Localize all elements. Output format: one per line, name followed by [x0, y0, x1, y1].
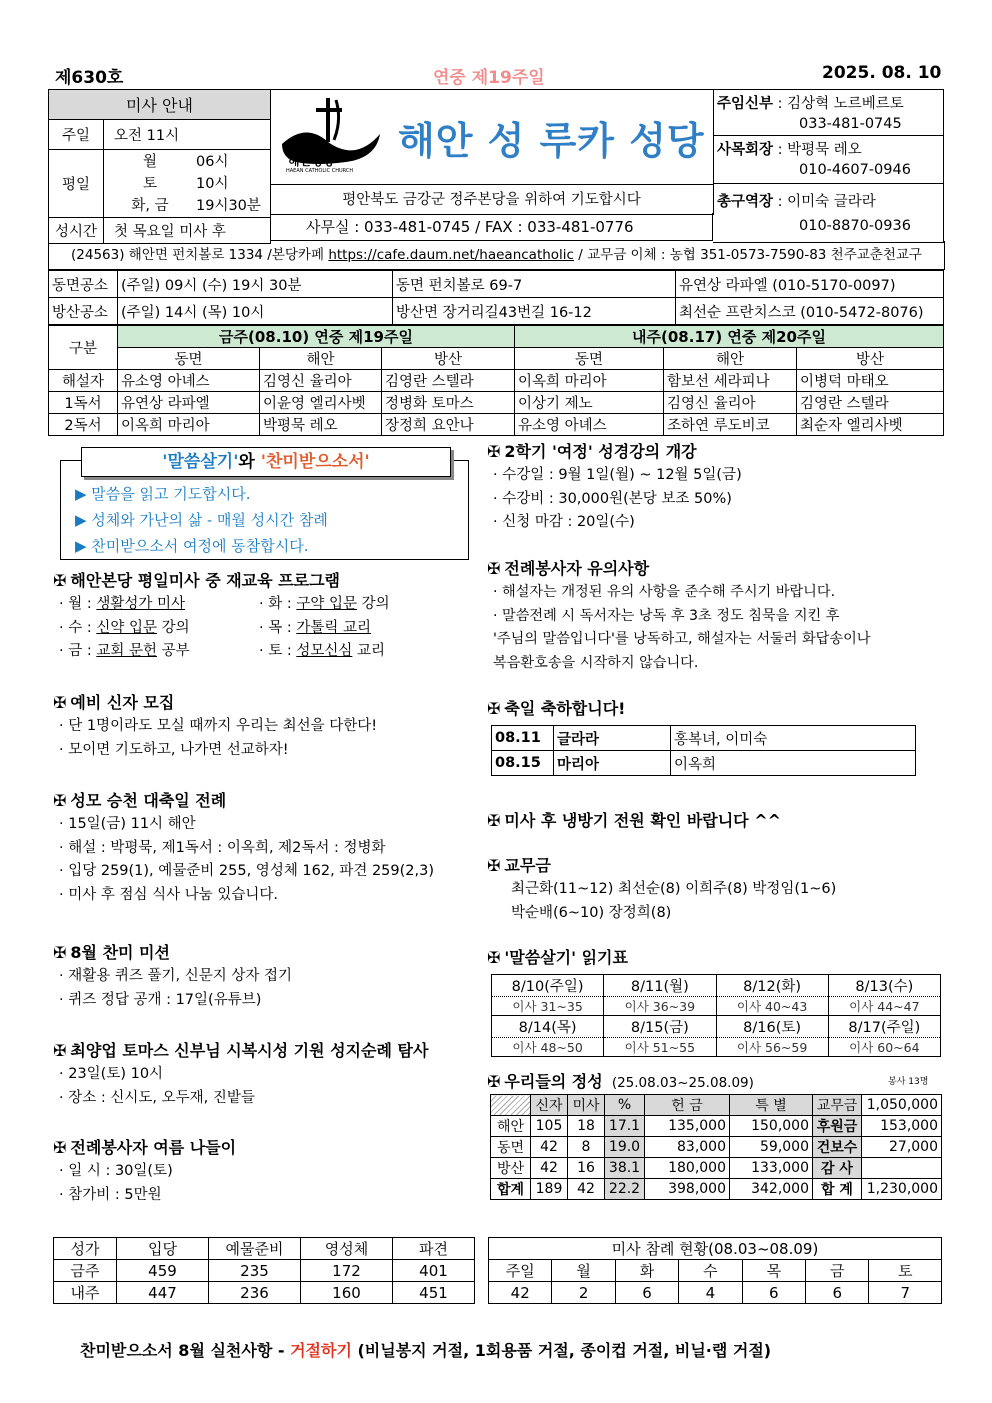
offering-value: 1,230,000	[862, 1179, 942, 1200]
logo-subtext: HAEAN CATHOLIC CHURCH	[286, 168, 354, 174]
reading-day: 8/11(월)	[604, 975, 716, 997]
footer-highlight: 거절하기	[290, 1341, 352, 1360]
section-title: 교무금	[504, 856, 551, 875]
chapel-contact: 최선순 프란치스코 (010-5472-8076)	[676, 298, 944, 325]
offering-header: 헌 금	[645, 1095, 730, 1116]
roster-cell: 함보선 세라피나	[664, 370, 797, 392]
item-topic: 구약 입문	[296, 596, 357, 612]
offering-key: 교무금	[813, 1095, 862, 1116]
staff-phone: 010-8870-0936	[799, 218, 911, 234]
roster-cell: 정병화 토마스	[382, 392, 515, 414]
feast-names: 홍복녀, 이미숙	[671, 726, 916, 751]
cross-icon: ✠	[487, 811, 501, 830]
reading-text: 이사 51~55	[604, 1038, 716, 1057]
attendance-day: 토	[869, 1260, 942, 1282]
chapel-name: 방산공소	[49, 298, 118, 325]
section-line: · 모이면 기도하고, 나가면 선교하자!	[59, 741, 289, 758]
volunteer-note: 봉사 13명	[888, 1077, 929, 1087]
offering-section	[487, 1069, 937, 1092]
attendance-count: 4	[679, 1282, 742, 1304]
reading-day: 8/12(화)	[716, 975, 828, 997]
roster-role: 1독서	[49, 392, 118, 414]
item-topic: 신약 입문	[96, 619, 157, 636]
chapel-contact: 유연상 라파엘 (010-5170-0097)	[676, 271, 944, 298]
hymn-number: 451	[393, 1282, 475, 1304]
chapel-address: 동면 펀치볼로 69-7	[393, 271, 676, 298]
section-line: · 신청 마감 : 20일(수)	[493, 514, 635, 530]
hymn-week: 내주	[54, 1282, 117, 1304]
offering-key: 건보수	[813, 1137, 862, 1158]
motto-line: ▶ 찬미받으소서 여정에 동참합시다.	[75, 537, 309, 555]
mission-section	[53, 940, 473, 1012]
offering-cell: 189	[531, 1179, 568, 1200]
cross-icon: ✠	[487, 1072, 501, 1091]
section-title: 미사 후 냉방기 전원 확인 바랍니다 ^^	[504, 811, 782, 830]
section-line: · 퀴즈 정답 공개 : 17일(유튜브)	[59, 991, 262, 1008]
roster-cell: 이병덕 마태오	[797, 370, 944, 392]
attendance-day: 수	[679, 1260, 742, 1282]
cross-icon: ✠	[487, 856, 501, 875]
footer-dash: -	[272, 1341, 291, 1360]
bulletin-date: 2025. 08. 10	[822, 63, 942, 83]
roster-cell: 김영신 율리아	[260, 370, 382, 392]
offering-cell: 180,000	[645, 1158, 730, 1179]
hymn-header: 입당	[117, 1238, 209, 1260]
mass-guide-title: 미사 안내	[49, 90, 271, 120]
section-line: · 장소 : 신시도, 오두재, 진밭들	[59, 1089, 255, 1106]
roster-role: 해설자	[49, 370, 118, 392]
office-contact: 사무실 : 033-481-0745 / FAX : 033-481-0776	[270, 213, 713, 241]
feast-names: 이옥희	[671, 751, 916, 776]
footer-title: 찬미받으소서 8월 실천사항	[80, 1341, 273, 1360]
section-line: · 참가비 : 5만원	[59, 1186, 162, 1203]
education-section	[53, 568, 473, 664]
section-line: · 단 1명이라도 모실 때까지 우리는 최선을 다한다!	[59, 718, 378, 734]
aircon-notice	[487, 808, 937, 831]
cross-icon: ✠	[487, 559, 501, 578]
church-name: 해안 성 루카 성당	[398, 119, 705, 163]
section-line: · 해설자는 개정된 유의 사항을 준수해 주시기 바랍니다.	[493, 584, 836, 600]
reading-text: 이사 36~39	[604, 997, 716, 1016]
item-prefix: · 목 :	[259, 619, 297, 636]
section-title: 최양업 토마스 신부님 시복시성 기원 성지순례 탐사	[70, 1041, 429, 1060]
hymn-header: 성가	[54, 1238, 117, 1260]
hymn-number: 447	[117, 1282, 209, 1304]
offering-cell: 8	[568, 1137, 605, 1158]
service-roster-table	[48, 325, 944, 436]
offering-row-name: 해안	[491, 1116, 531, 1137]
attendance-count: 7	[869, 1282, 942, 1304]
offering-value: 153,000	[862, 1116, 942, 1137]
roster-role: 2독서	[49, 414, 118, 436]
roster-cell: 최순자 엘리사벳	[797, 414, 944, 436]
logo-text: 해안성당	[288, 154, 335, 168]
reading-day: 8/10(주일)	[492, 975, 604, 997]
offering-cell: 150,000	[730, 1116, 813, 1137]
offering-cell: 18	[568, 1116, 605, 1137]
hymn-header: 파견	[393, 1238, 475, 1260]
section-line: · 재활용 퀴즈 풀기, 신문지 상자 접기	[59, 968, 292, 984]
offering-row-name: 동면	[491, 1137, 531, 1158]
offering-cell: 398,000	[645, 1179, 730, 1200]
reading-text: 이사 40~43	[716, 997, 828, 1016]
hymn-header: 예물준비	[209, 1238, 301, 1260]
hymn-number: 235	[209, 1260, 301, 1282]
hymn-number: 459	[117, 1260, 209, 1282]
attendance-count: 42	[489, 1282, 552, 1304]
section-title: 우리들의 정성	[504, 1072, 603, 1091]
staff-role: 사목회장	[717, 142, 774, 158]
offering-cell: 42	[531, 1137, 568, 1158]
catechumen-section	[53, 690, 473, 762]
roster-cell: 유소영 아녜스	[515, 414, 664, 436]
reading-plan-table	[491, 974, 941, 1057]
weekday-time: 19시30분	[196, 197, 261, 214]
roster-cell: 장정희 요안나	[382, 414, 515, 436]
section-title: 2학기 '여정' 성경강의 개강	[504, 442, 697, 461]
roster-next-week: 내주(08.17) 연중 제20주일	[515, 326, 944, 348]
hymn-number: 160	[301, 1282, 393, 1304]
offering-percent: 19.0	[605, 1137, 645, 1158]
liturgy-notes-section	[487, 556, 939, 675]
attendance-day: 주일	[489, 1260, 552, 1282]
attendance-day: 화	[615, 1260, 678, 1282]
weekday-day: 화, 금	[131, 197, 169, 214]
offering-key: 합 계	[813, 1179, 862, 1200]
offering-cell: 42	[531, 1158, 568, 1179]
roster-place: 방산	[797, 348, 944, 370]
section-title: 해안본당 평일미사 중 재교육 프로그램	[70, 571, 340, 590]
offering-cell: 135,000	[645, 1116, 730, 1137]
section-line: 최근화(11~12) 최선순(8) 이희주(8) 박정임(1~6)	[511, 881, 837, 897]
section-line: 박순배(6~10) 장정희(8)	[511, 904, 672, 921]
offering-cell: 342,000	[730, 1179, 813, 1200]
offering-row-name: 방산	[491, 1158, 531, 1179]
prayer-intention: 평안북도 금강군 정주본당을 위하여 기도합시다	[270, 184, 713, 215]
address-prefix: (24563) 해안면 펀치볼로 1334 /본당카페	[71, 247, 325, 263]
holy-hour-label: 성시간	[49, 218, 104, 244]
item-prefix: · 화 :	[259, 596, 297, 612]
roster-cell: 박평묵 레오	[260, 414, 382, 436]
offering-header: %	[605, 1095, 645, 1116]
roster-cell: 김영신 율리아	[664, 392, 797, 414]
feast-saint: 글라라	[554, 726, 671, 751]
offering-header: 미사	[568, 1095, 605, 1116]
reading-day: 8/14(목)	[492, 1016, 604, 1038]
item-topic: 교회 문헌	[96, 643, 157, 659]
item-prefix: · 토 :	[259, 643, 297, 659]
feast-table	[491, 725, 916, 776]
church-title-box	[270, 89, 714, 215]
attendance-day: 월	[552, 1260, 615, 1282]
sunday-time: 오전 11시	[104, 120, 271, 150]
liturgical-week: 연중 제19주일	[433, 68, 545, 88]
cross-icon: ✠	[53, 791, 67, 810]
cross-icon: ✠	[53, 693, 67, 712]
roster-cell: 이옥희 마리아	[515, 370, 664, 392]
offering-row-name: 합계	[491, 1179, 531, 1200]
section-line: · 미사 후 점심 식사 나눔 있습니다.	[59, 886, 278, 903]
hymns-table	[53, 1237, 475, 1304]
section-title: '말씀살기' 읽기표	[504, 948, 628, 967]
sunday-label: 주일	[49, 120, 104, 150]
offering-table	[490, 1094, 942, 1200]
roster-cell: 이윤영 엘리사벳	[260, 392, 382, 414]
staff-phone: 010-4607-0946	[799, 162, 911, 178]
roster-cell: 김영란 스텔라	[797, 392, 944, 414]
weekday-time: 10시	[196, 175, 229, 192]
reading-plan-section	[487, 945, 937, 968]
section-title: 축일 축하합니다!	[504, 699, 626, 718]
hymn-header: 영성체	[301, 1238, 393, 1260]
section-title: 전례봉사자 여름 나들이	[70, 1138, 237, 1157]
offering-value: 1,050,000	[862, 1095, 942, 1116]
attendance-count: 6	[615, 1282, 678, 1304]
offering-percent: 22.2	[605, 1179, 645, 1200]
staff-phone: 033-481-0745	[799, 116, 902, 132]
attendance-day: 목	[742, 1260, 805, 1282]
attendance-day: 금	[806, 1260, 869, 1282]
offering-cell: 105	[531, 1116, 568, 1137]
offering-cell: 83,000	[645, 1137, 730, 1158]
section-line: · 15일(금) 11시 해안	[59, 816, 196, 832]
roster-cell: 유소영 아녜스	[118, 370, 260, 392]
motto-line: ▶ 말씀을 읽고 기도합시다.	[75, 485, 251, 503]
feast-section	[487, 696, 937, 719]
assumption-section	[53, 788, 478, 907]
section-line: · 입당 259(1), 예물준비 255, 영성체 162, 파견 259(2,3)	[59, 863, 435, 879]
item-suffix: 강의	[156, 619, 190, 636]
section-line: · 일 시 : 30일(토)	[59, 1163, 173, 1179]
footer-practice	[80, 1338, 940, 1361]
roster-this-week: 금주(08.10) 연중 제19주일	[118, 326, 515, 348]
section-title: 성모 승천 대축일 전례	[70, 791, 227, 810]
mass-guide-table	[48, 89, 271, 244]
cross-icon: ✠	[487, 442, 501, 461]
offering-percent: 17.1	[605, 1116, 645, 1137]
bible-course-section	[487, 439, 937, 535]
hymn-number: 401	[393, 1260, 475, 1282]
reading-day: 8/15(금)	[604, 1016, 716, 1038]
item-suffix: 강의	[356, 596, 390, 612]
motto-joiner: 와	[238, 452, 261, 472]
section-line: '주님의 말씀입니다'를 낭독하고, 해설자는 서둘러 화답송이나	[493, 631, 871, 647]
offering-key: 후원금	[813, 1116, 862, 1137]
staff-name: 박평묵 레오	[787, 142, 862, 158]
roster-place: 방산	[382, 348, 515, 370]
chapel-address: 방산면 장거리길43번길 16-12	[393, 298, 676, 325]
section-line: · 수강비 : 30,000원(본당 보조 50%)	[493, 490, 732, 507]
feast-date: 08.11	[492, 726, 554, 751]
motto-word-1: '말씀살기'	[162, 452, 239, 472]
roster-place: 해안	[260, 348, 382, 370]
roster-cell: 김영란 스텔라	[382, 370, 515, 392]
holy-hour-time: 첫 목요일 미사 후	[104, 218, 271, 244]
item-suffix: 교리	[352, 643, 385, 659]
staff-name: 김상혁 노르베르토	[787, 96, 904, 112]
reading-text: 이사 31~35	[492, 997, 604, 1016]
cross-icon: ✠	[487, 699, 501, 718]
reading-text: 이사 48~50	[492, 1038, 604, 1057]
motto-title	[81, 447, 451, 477]
item-prefix: · 수 :	[59, 619, 97, 636]
staff-name: 이미숙 글라라	[787, 194, 876, 210]
motto-line: ▶ 성체와 가난의 삶 - 매월 성시간 참례	[75, 511, 328, 529]
offering-value: 27,000	[862, 1137, 942, 1158]
reading-text: 이사 56~59	[716, 1038, 828, 1057]
chapel-name: 동면공소	[49, 271, 118, 298]
cafe-link[interactable]: https://cafe.daum.net/haeancatholic	[328, 247, 574, 263]
roster-place: 동면	[118, 348, 260, 370]
outing-section	[53, 1135, 473, 1207]
chapel-mass: (주일) 09시 (수) 19시 30분	[118, 271, 393, 298]
reading-day: 8/13(수)	[828, 975, 940, 997]
roster-place: 해안	[664, 348, 797, 370]
reading-day: 8/17(주일)	[828, 1016, 940, 1038]
section-line: · 해설 : 박평묵, 제1독서 : 이옥희, 제2독서 : 정병화	[59, 839, 386, 856]
motto-word-2: '찬미받으소서'	[260, 452, 370, 472]
feast-saint: 마리아	[554, 751, 671, 776]
offering-key: 감 사	[813, 1158, 862, 1179]
section-title: 예비 신자 모집	[70, 693, 175, 712]
roster-cell: 조하연 루도비코	[664, 414, 797, 436]
section-title: 전례봉사자 유의사항	[504, 559, 650, 578]
item-topic: 생활성가 미사	[96, 596, 185, 612]
item-topic: 가톨릭 교리	[296, 619, 371, 636]
chapels-table	[48, 270, 944, 325]
weekday-time: 06시	[196, 153, 229, 170]
offering-cell: 59,000	[730, 1137, 813, 1158]
footer-detail: (비닐봉지 거절, 1회용품 거절, 종이컵 거절, 비닐·랩 거절)	[351, 1341, 772, 1360]
cross-icon: ✠	[53, 571, 67, 590]
offering-cell: 42	[568, 1179, 605, 1200]
offering-header: 특 별	[730, 1095, 813, 1116]
weekday-label: 평일	[49, 150, 104, 218]
weekday-day: 토	[142, 175, 157, 192]
staff-box: 주임신부 : 김상혁 노르베르토 033-481-0745 사목회장 : 박평묵 레오 010-4607-0946 총구역장 : 이미숙 글라라 010-8870-0936	[713, 89, 944, 243]
hymn-week: 금주	[54, 1260, 117, 1282]
cross-icon: ✠	[53, 1138, 67, 1157]
roster-cell: 이옥희 마리아	[118, 414, 260, 436]
cross-icon: ✠	[53, 1041, 67, 1060]
attendance-count: 6	[742, 1282, 805, 1304]
roster-place: 동면	[515, 348, 664, 370]
offering-percent: 38.1	[605, 1158, 645, 1179]
section-title: 8월 찬미 미션	[70, 943, 170, 962]
hymn-number: 236	[209, 1282, 301, 1304]
attendance-table	[488, 1237, 942, 1304]
attendance-count: 6	[806, 1282, 869, 1304]
roster-cell: 이상기 제노	[515, 392, 664, 414]
offering-value	[862, 1158, 942, 1179]
reading-text: 이사 60~64	[828, 1038, 940, 1057]
cross-icon: ✠	[53, 943, 67, 962]
section-line: · 23일(토) 10시	[59, 1066, 164, 1082]
section-line: 복음환호송을 시작하지 않습니다.	[493, 654, 699, 671]
motto-box	[60, 452, 469, 560]
pilgrimage-section	[53, 1038, 478, 1110]
offering-header: 신자	[531, 1095, 568, 1116]
address-suffix: / 교무금 이체 : 농협 351-0573-7590-83 천주교춘천교구	[578, 247, 922, 263]
attendance-count: 2	[552, 1282, 615, 1304]
offering-period: (25.08.03~25.08.09)	[611, 1075, 754, 1091]
item-topic: 성모신심	[296, 643, 353, 659]
roster-cell: 유연상 라파엘	[118, 392, 260, 414]
issue-number: 제630호	[55, 68, 124, 88]
reading-day: 8/16(토)	[716, 1016, 828, 1038]
address-line	[48, 241, 945, 270]
hymn-number: 172	[301, 1260, 393, 1282]
feast-date: 08.15	[492, 751, 554, 776]
section-line: · 말씀전례 시 독서자는 낭독 후 3초 정도 침묵을 지킨 후	[493, 607, 840, 624]
attendance-title: 미사 참례 현황(08.03~08.09)	[489, 1238, 942, 1260]
item-prefix: · 금 :	[59, 643, 97, 659]
staff-role: 총구역장	[717, 194, 774, 210]
reading-text: 이사 44~47	[828, 997, 940, 1016]
roster-label: 구분	[49, 326, 118, 370]
weekday-day: 월	[142, 153, 157, 170]
staff-role: 주임신부	[717, 96, 774, 112]
section-line: · 수강일 : 9월 1일(월) ~ 12월 5일(금)	[493, 467, 742, 483]
item-suffix: 공부	[156, 643, 190, 659]
offering-cell: 16	[568, 1158, 605, 1179]
chapel-mass: (주일) 14시 (목) 10시	[118, 298, 393, 325]
item-prefix: · 월 :	[59, 596, 97, 612]
dues-section	[487, 853, 937, 925]
cross-icon: ✠	[487, 948, 501, 967]
offering-cell: 133,000	[730, 1158, 813, 1179]
